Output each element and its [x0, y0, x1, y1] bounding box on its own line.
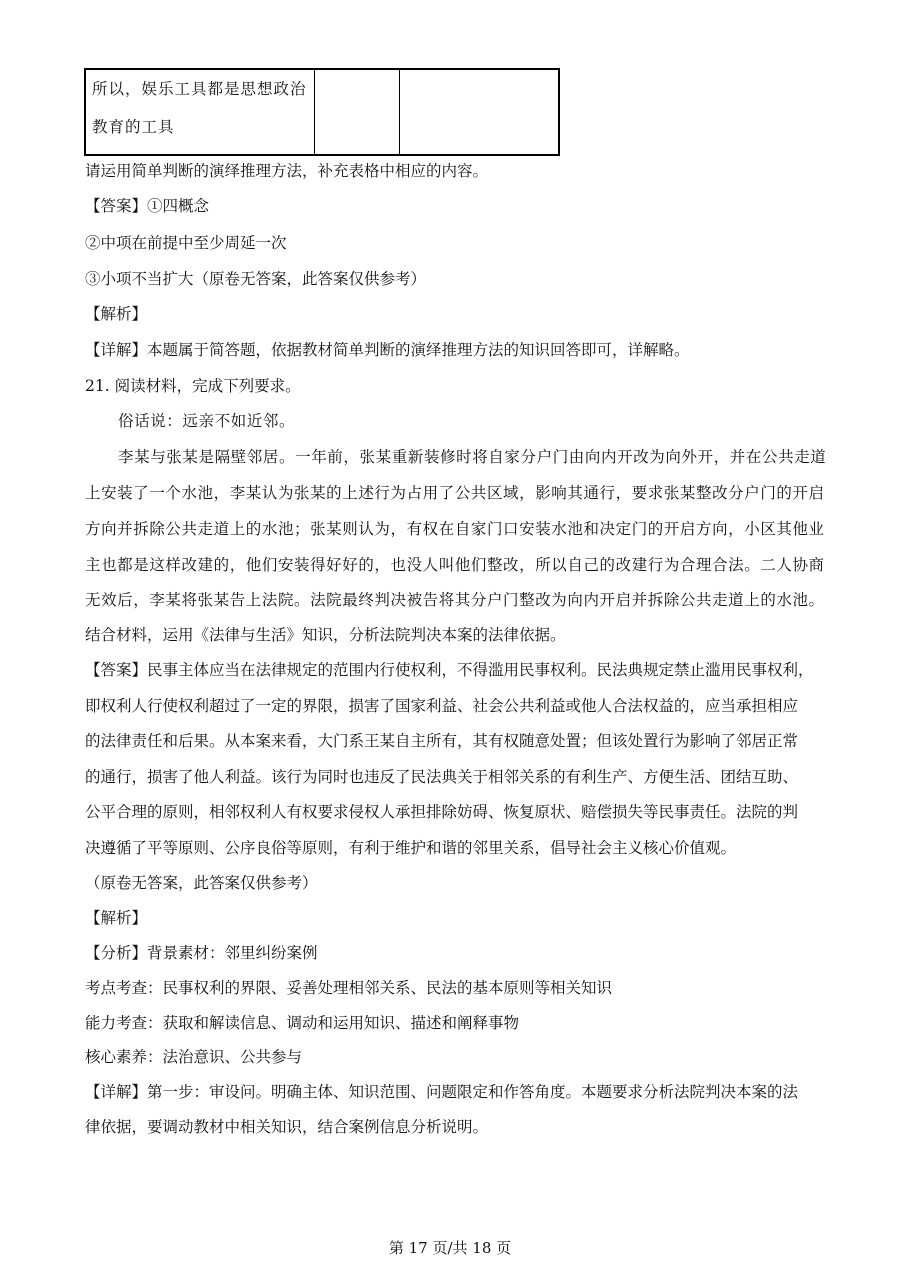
material-line: 李某与张某是隔壁邻居。一年前，张某重新装修时将自家分户门由向内开改为向外开，并在公共走道 [118, 448, 827, 466]
q21-question: 结合材料，运用《法律与生活》知识，分析法院判决本案的法律依据。 [85, 626, 566, 644]
q21-suyang: 核心素养：法治意识、公共参与 [85, 1048, 303, 1066]
detail-text: 第一步：审设问。明确主体、知识范围、问题限定和作答角度。本题要求分析法院判决本案的法 [147, 1083, 799, 1101]
material-line: 方向并拆除公共走道上的水池；张某则认为，有权在自家门口安装水池和决定门的开启方向，小区其他业 [85, 520, 825, 538]
q21-detail [85, 1082, 798, 1102]
detail-label: 【详解】 [85, 341, 148, 359]
answer-label: 【答案】 [85, 197, 148, 215]
q21-answer-line: 公平合理的原则，相邻权利人有权要求侵权人承担排除妨碍、恢复原状、赔偿损失等民事责任。法院的判 [85, 803, 799, 821]
q21-answer-line [85, 660, 814, 680]
analysis-label: 【解析】 [85, 305, 148, 323]
q20-answer [85, 196, 209, 216]
q20-detail [85, 340, 690, 360]
answer-item: ②中项在前提中至少周延一次 [85, 234, 287, 252]
syllogism-table-fragment [84, 68, 560, 156]
q21-nengli: 能力考查：获取和解读信息、调动和运用知识、描述和阐释事物 [85, 1014, 520, 1032]
q20-instruction: 请运用简单判断的演绎推理方法，补充表格中相应的内容。 [85, 162, 489, 180]
page-footer: 第 17 页/共 18 页 [388, 1239, 512, 1257]
q21-answer-note: （原卷无答案，此答案仅供参考） [85, 874, 318, 892]
material-line: 无效后，李某将张某告上法院。法院最终判决被告将其分户门整改为向内开启并拆除公共走道上的水池。 [85, 591, 825, 609]
q21-kaodian: 考点考查：民事权利的界限、妥善处理相邻关系、民法的基本原则等相关知识 [85, 979, 613, 997]
detail-text: 本题属于简答题，依据教材简单判断的演绎推理方法的知识回答即可，详解略。 [147, 341, 690, 359]
material-proverb: 俗话说：远亲不如近邻。 [118, 412, 296, 430]
answer-text: 民事主体应当在法律规定的范围内行使权利，不得滥用民事权利。民法典规定禁止滥用民事权利， [147, 661, 814, 679]
analysis-label: 【解析】 [85, 909, 148, 927]
fenxi-label: 【分析】 [85, 944, 148, 962]
q21-stem: 21. 阅读材料，完成下列要求。 [85, 377, 301, 395]
table-cell-line: 所以，娱乐工具都是思想政治 [92, 80, 307, 98]
material-line: 主也都是这样改建的，他们安装得好好的，也没人叫他们整改，所以自己的改建行为合理合法。二人协商 [85, 556, 825, 574]
q21-answer-line: 决遵循了平等原则、公序良俗等原则，有利于维护和谐的邻里关系，倡导社会主义核心价值观。 [85, 839, 737, 857]
q21-answer-line: 即权利人行使权利超过了一定的界限，损害了国家利益、社会公共利益或他人合法权益的，应当承担相应 [85, 697, 799, 715]
fenxi-text: 背景素材：邻里纠纷案例 [147, 944, 318, 962]
detail-label: 【详解】 [85, 1083, 148, 1101]
material-line: 上安装了一个水池，李某认为张某的上述行为占用了公共区域，影响其通行，要求张某整改分户门的开启 [85, 484, 825, 502]
answer-item: ①四概念 [147, 197, 210, 215]
table-cell-line: 教育的工具 [92, 118, 175, 136]
q21-detail-line: 律依据，要调动教材中相关知识，结合案例信息分析说明。 [85, 1118, 489, 1136]
q21-fenxi [85, 943, 318, 963]
q21-answer-line: 的通行，损害了他人利益。该行为同时也违反了民法典关于相邻关系的有利生产、方便生活、团结互助、 [85, 768, 799, 786]
answer-item: ③小项不当扩大（原卷无答案，此答案仅供参考） [85, 270, 427, 288]
answer-label: 【答案】 [85, 661, 148, 679]
table-cell-conclusion [85, 69, 315, 155]
table-cell-empty [315, 69, 400, 155]
q21-answer-line: 的法律责任和后果。从本案来看，大门系王某自主所有，其有权随意处置；但该处置行为影响了邻居正常 [85, 732, 799, 750]
table-cell-empty [400, 69, 560, 155]
